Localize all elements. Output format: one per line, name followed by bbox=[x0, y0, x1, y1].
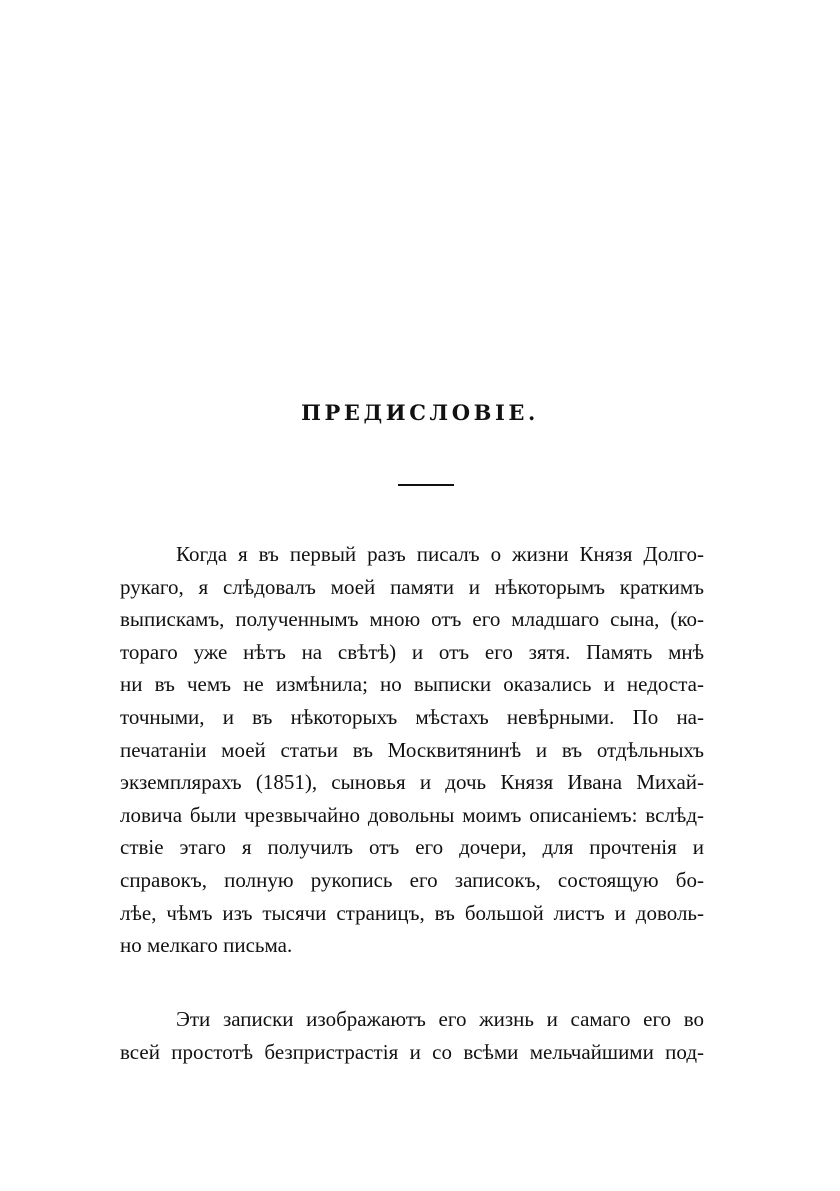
text-line: Когда я въ первый разъ писалъ о жизни Князя Долго- bbox=[176, 542, 704, 566]
text-line: Эти записки изображаютъ его жизнь и самаго его во bbox=[176, 1007, 704, 1031]
title-divider bbox=[398, 484, 454, 486]
text-line: тораго уже нѣтъ на свѣтѣ) и отъ его зятя. Память мнѣ bbox=[120, 639, 704, 664]
text-line: экземплярахъ (1851), сыновья и дочь Князя Ивана Михай- bbox=[120, 770, 704, 795]
text-line: лѣе, чѣмъ изъ тысячи страницъ, въ большой листъ и доволь- bbox=[120, 900, 704, 925]
text-line: точными, и въ нѣкоторыхъ мѣстахъ невѣрными. По на- bbox=[120, 704, 704, 729]
text-line: рукаго, я слѣдовалъ моей памяти и нѣкоторымъ краткимъ bbox=[120, 574, 704, 599]
text-line: всей простотѣ безпристрастія и со всѣми мельчайшими под- bbox=[120, 1039, 704, 1064]
text-line: печатаніи моей статьи въ Москвитянинѣ и въ отдѣльныхъ bbox=[120, 737, 704, 762]
text-line: выпискамъ, полученнымъ мною отъ его младшаго сына, (ко- bbox=[120, 607, 704, 632]
text-line: ловича были чрезвычайно довольны моимъ описаніемъ: вслѣд- bbox=[120, 802, 704, 827]
text-line: справокъ, полную рукопись его записокъ, состоящую бо- bbox=[120, 867, 704, 892]
text-line: ни въ чемъ не измѣнила; но выписки оказались и недоста- bbox=[120, 672, 704, 697]
text-line: но мелкаго письма. bbox=[120, 933, 293, 958]
paragraph-2 bbox=[120, 1003, 704, 1068]
text-line: ствіе этаго я получилъ отъ его дочери, для прочтенія и bbox=[120, 835, 704, 860]
page-title: ПРЕДИСЛОВІЕ. bbox=[301, 400, 539, 425]
paragraph-1 bbox=[120, 538, 704, 962]
